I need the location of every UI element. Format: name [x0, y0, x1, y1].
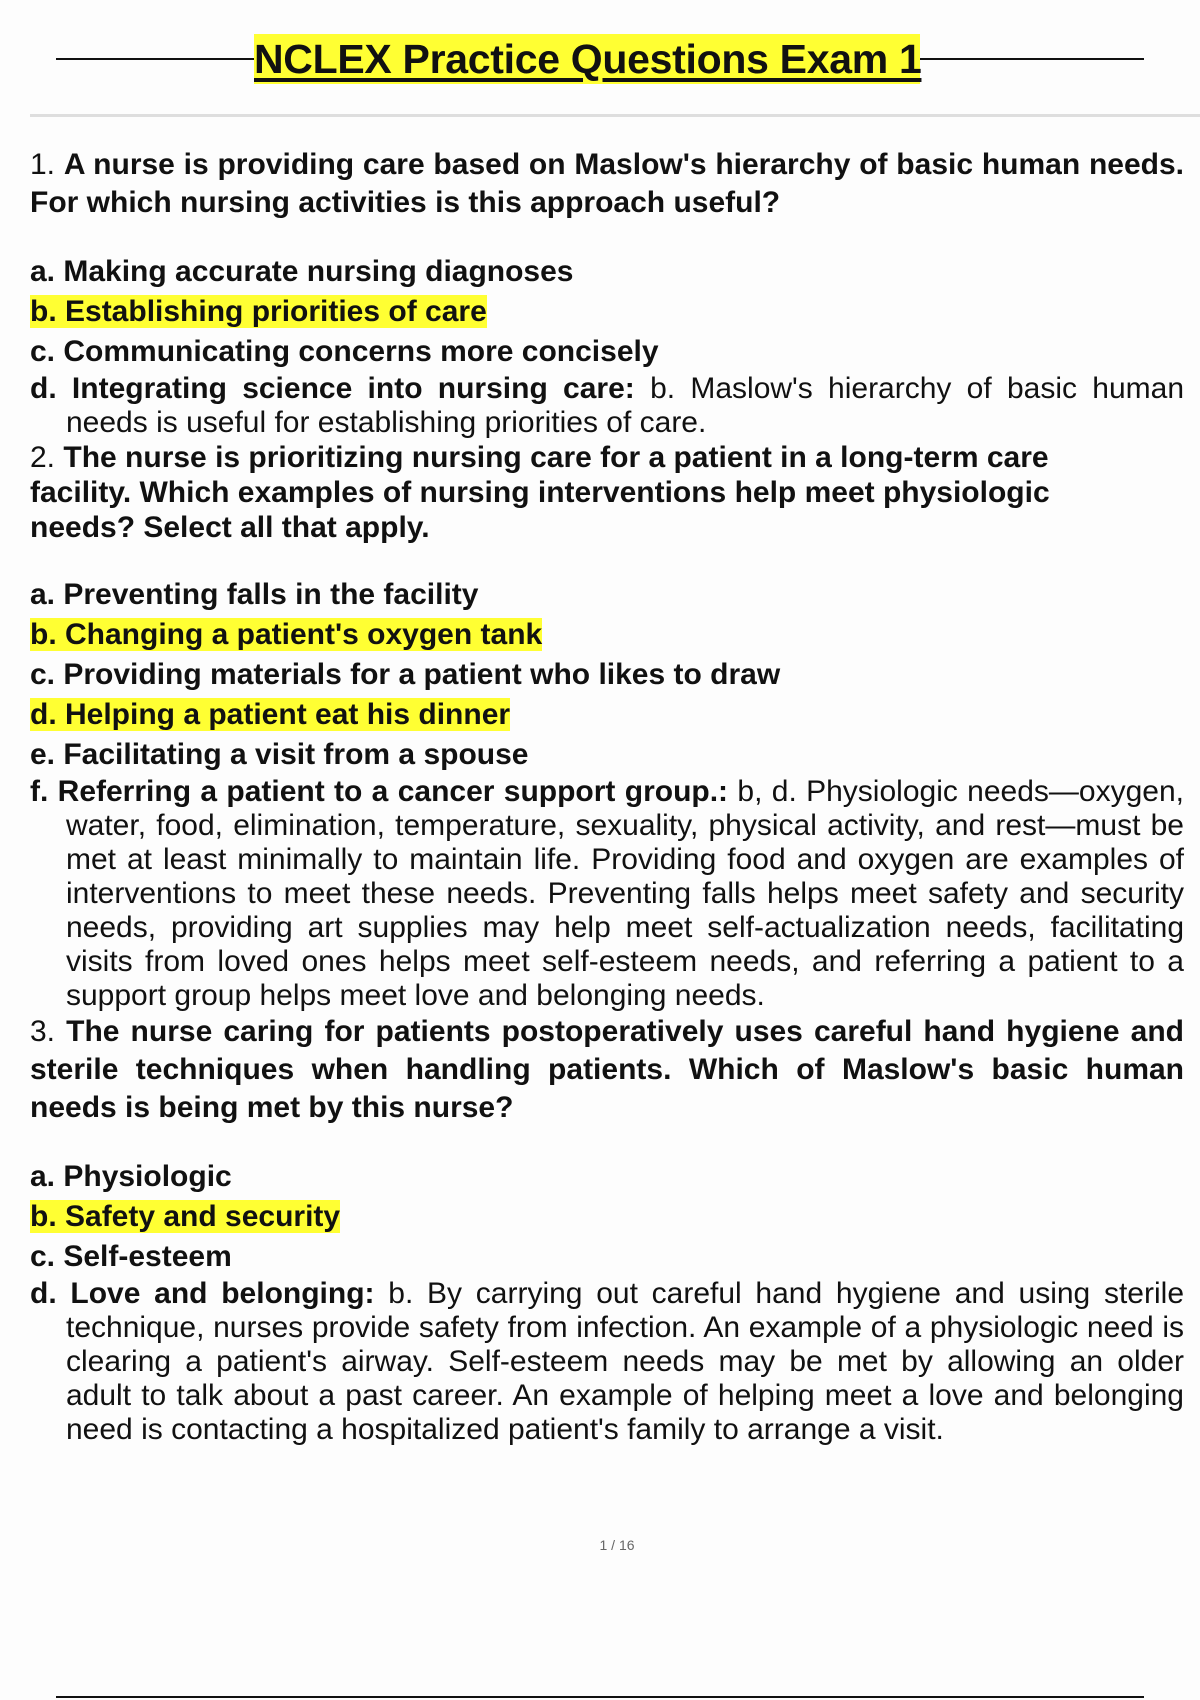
question-stem: 3. The nurse caring for patients postoperatively uses careful hand hygiene and sterile techniques when handling patients. Which of Maslow's basic human needs is being met by this nurse? [30, 1015, 1184, 1124]
answer-option-with-explanation [30, 1277, 1200, 1447]
question-2 [30, 440, 1200, 1013]
title-rule-left [56, 58, 254, 60]
answer-option-correct: b. Safety and security [30, 1200, 341, 1233]
answer-option: a. Physiologic [30, 1160, 232, 1193]
answer-option-with-explanation [30, 372, 1200, 440]
answer-option: c. Providing materials for a patient who likes to draw [30, 658, 781, 691]
answer-option: a. Preventing falls in the facility [30, 578, 479, 611]
answer-option-correct: d. Helping a patient eat his dinner [30, 698, 511, 731]
answer-option-label: d. Integrating science into nursing care: [30, 372, 635, 405]
answer-option: a. Making accurate nursing diagnoses [30, 255, 574, 288]
question-1 [30, 146, 1200, 440]
answer-option-correct: b. Changing a patient's oxygen tank [30, 618, 543, 651]
answer-option: c. Communicating concerns more concisely [30, 335, 659, 368]
page-number: 1 / 16 [599, 1537, 635, 1553]
answer-option-label: f. Referring a patient to a cancer support group.: [30, 775, 729, 808]
answer-option-correct: b. Establishing priorities of care [30, 295, 487, 328]
answer-option: c. Self-esteem [30, 1240, 232, 1273]
questions-content [30, 146, 1200, 1447]
question-3 [30, 1013, 1200, 1447]
footer-rule [56, 1696, 1144, 1698]
title-rule-right [920, 58, 1144, 60]
header-separator [30, 114, 1200, 117]
answer-explanation: b. By carrying out careful hand hygiene and using sterile technique, nurses provide safety from infection. An example of a physiologic need is clearing a patient's airway. Self-esteem needs may be met by allowing an older adult to talk about a past career. An example of helping meet a love and belonging need is contacting a hospitalized patient's family to arrange a visit. [66, 1277, 1184, 1446]
answer-option-with-explanation [30, 775, 1200, 1013]
title-row [56, 34, 1144, 88]
answer-explanation: b, d. Physiologic needs—oxygen, water, food, elimination, temperature, sexuality, physical activity, and rest—must be met at least minimally to maintain life. Providing food and oxygen are examples of interventions to meet these needs. Preventing falls helps meet safety and security needs, providing art supplies may help meet self-actualization needs, facilitating visits from loved ones helps meet self-esteem needs, and referring a patient to a support group helps meet love and belonging needs. [66, 775, 1184, 1012]
page-title: NCLEX Practice Questions Exam 1 [254, 36, 922, 82]
answer-option: e. Facilitating a visit from a spouse [30, 738, 529, 771]
answer-option-label: d. Love and belonging: [30, 1277, 375, 1310]
question-stem: 2. The nurse is prioritizing nursing care for a patient in a long-term care facility. Which examples of nursing interventions help meet physiologic needs? Select all that apply. [30, 441, 1050, 544]
answer-explanation: b. Maslow's hierarchy of basic human needs is useful for establishing priorities of care. [66, 372, 1185, 439]
question-stem: 1. A nurse is providing care based on Maslow's hierarchy of basic human needs. For which nursing activities is this approach useful? [30, 148, 1184, 219]
